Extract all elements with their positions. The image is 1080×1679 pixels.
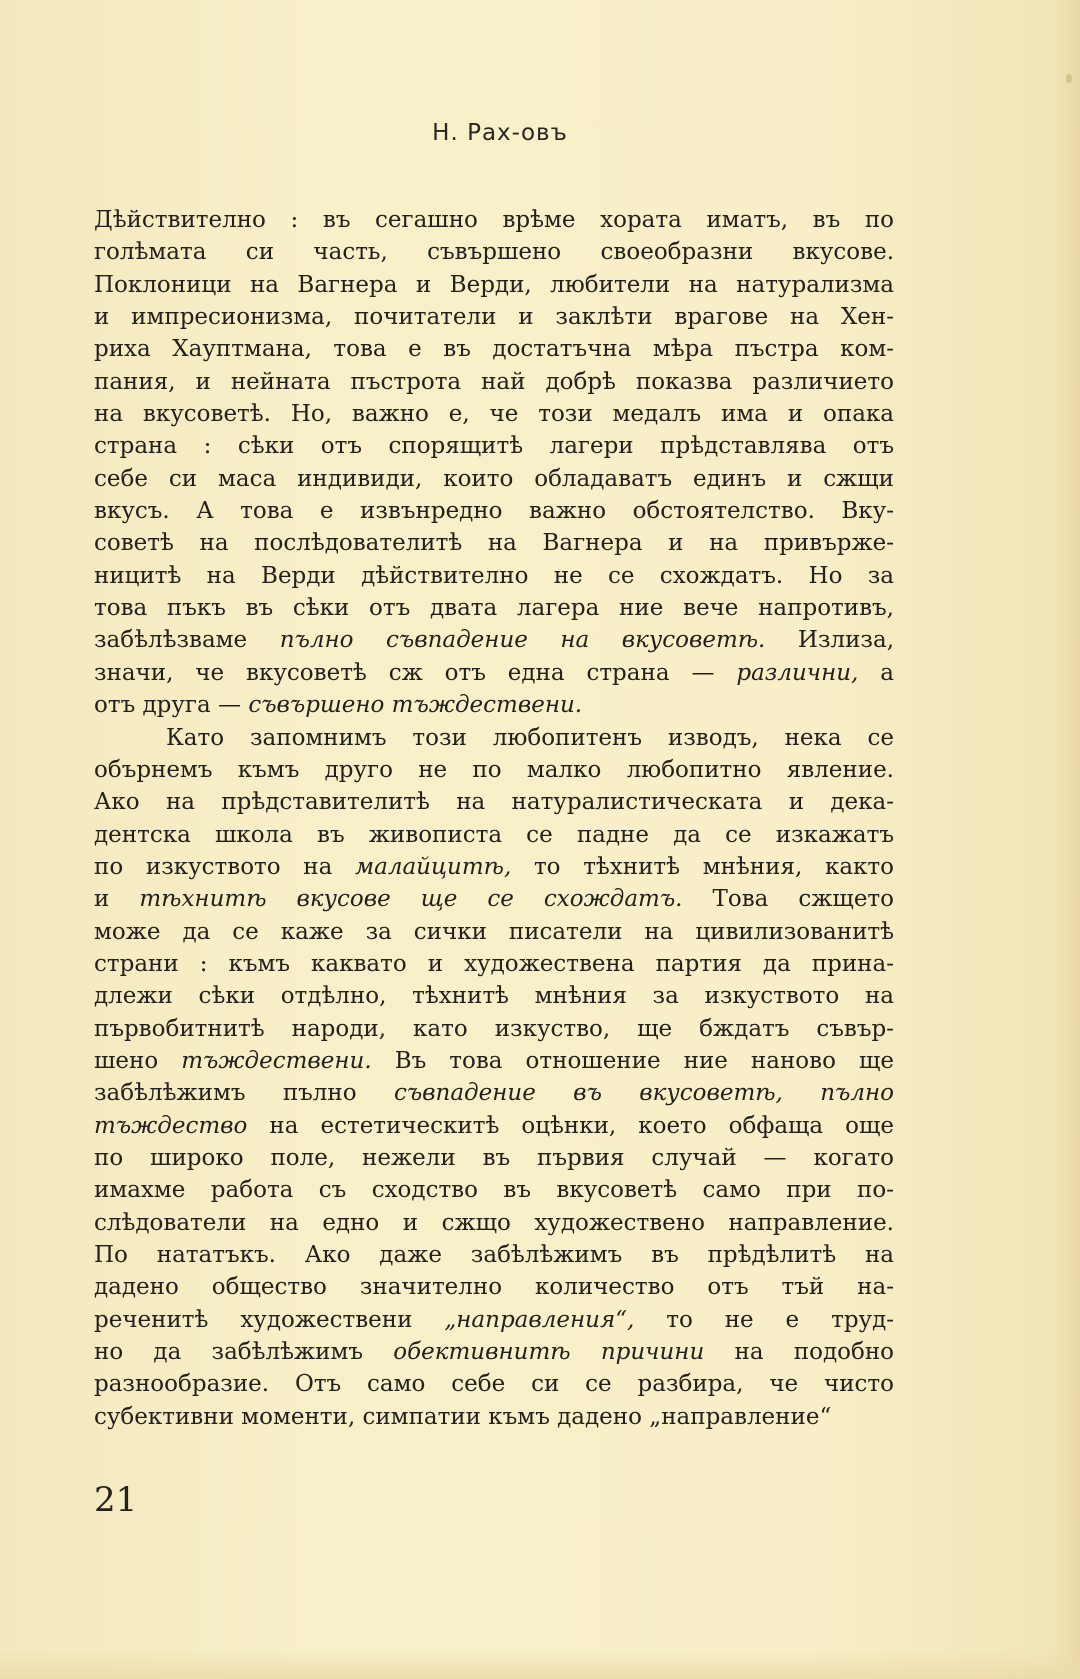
text-segment: забѣлѣзваме [94, 627, 280, 654]
text-segment: имахме работа съ сходство въ вкусоветѣ само при по- [94, 1177, 894, 1204]
italic-text: тъждествени. [181, 1047, 372, 1074]
body-text [94, 204, 894, 1433]
text-line [94, 398, 894, 430]
text-segment: Излиза, [765, 627, 894, 654]
text-line [94, 1013, 894, 1045]
page-bottom-shadow [0, 1649, 1080, 1679]
text-segment: първобитнитѣ народи, като изкуство, ще бждатъ съвър- [94, 1015, 894, 1042]
text-line [94, 430, 894, 462]
text-line [94, 1336, 894, 1368]
text-segment: шено [94, 1047, 182, 1074]
text-segment: Това сжщето [682, 886, 894, 913]
text-line [94, 1368, 894, 1400]
text-line [94, 366, 894, 398]
text-line [94, 1207, 894, 1239]
text-segment: отъ друга — [94, 692, 249, 719]
italic-text: съвпадение въ вкусоветѣ, пълно [393, 1080, 894, 1107]
text-segment: по изкуството на [94, 853, 356, 880]
text-line [94, 980, 894, 1012]
text-segment: на вкусоветѣ. Но, важно е, че този медалъ има и опака [94, 401, 894, 428]
text-line [94, 301, 894, 333]
text-segment: Въ това отношение ние наново ще [371, 1047, 894, 1074]
paragraph-2 [94, 722, 894, 1434]
text-segment: обърнемъ къмъ друго не по малко любопитно явление. [94, 756, 894, 783]
text-segment: значи, че вкусоветѣ сж отъ една страна — [94, 659, 737, 686]
text-segment: дентска школа въ живописта се падне да се изкажатъ [94, 821, 894, 848]
text-line [94, 916, 894, 948]
text-line [94, 1239, 894, 1271]
text-line [94, 236, 894, 268]
text-line [94, 269, 894, 301]
text-segment: забѣлѣжимъ пълно [94, 1080, 394, 1107]
text-line [94, 1142, 894, 1174]
text-segment: страна : сѣки отъ спорящитѣ лагери прѣдставлява отъ [94, 433, 894, 460]
text-line [94, 560, 894, 592]
text-segment: и [94, 886, 140, 913]
italic-text: тъждество [94, 1112, 248, 1139]
text-segment: но да забѣлѣжимъ [94, 1339, 394, 1366]
text-segment: страни : къмъ каквато и художествена партия да прина- [94, 950, 894, 977]
italic-text: обективнитѣ причини [393, 1339, 705, 1366]
text-line [94, 1045, 894, 1077]
italic-text: „направления“, [444, 1306, 635, 1333]
text-line [94, 819, 894, 851]
italic-text: съвършено тъждествени. [248, 692, 583, 719]
text-line [94, 1304, 894, 1336]
text-line [94, 883, 894, 915]
text-segment: вкусъ. А това е извънредно важно обстоятелство. Вку- [94, 498, 894, 525]
text-line [94, 204, 894, 236]
paper-blemish [1066, 74, 1072, 83]
text-line [94, 657, 894, 689]
text-line [94, 333, 894, 365]
page-edge-shadow [1052, 0, 1080, 1679]
text-segment: По нататъкъ. Ако даже забѣлѣжимъ въ прѣдѣлитѣ на [94, 1242, 894, 1268]
text-segment: на естетическитѣ оцѣнки, което обфаща още [247, 1112, 894, 1139]
italic-text: пълно съвпадение на вкусоветѣ. [279, 627, 766, 654]
text-segment: советѣ на послѣдователитѣ на Вагнера и на привърже- [94, 530, 894, 557]
text-line [94, 1271, 894, 1303]
text-segment: може да се каже за сички писатели на цивилизованитѣ [94, 918, 894, 945]
text-line [94, 1077, 894, 1109]
text-segment: реченитѣ художествени [94, 1306, 445, 1333]
italic-text: тѣхнитѣ вкусове ще се схождатъ. [139, 886, 683, 913]
text-line [94, 624, 894, 656]
page-number: 21 [94, 1480, 138, 1520]
text-line [94, 786, 894, 818]
text-segment: длежи сѣки отдѣлно, тѣхнитѣ мнѣния за изкуството на [94, 983, 894, 1010]
italic-text: малайцитѣ, [355, 853, 512, 880]
text-line [94, 851, 894, 883]
text-segment: голѣмата си часть, съвършено своеобразни вкусове. [94, 239, 894, 266]
text-segment: и импресионизма, почитатели и заклѣти врагове на Хен- [94, 304, 894, 331]
running-header: Н. Рах-овъ [432, 120, 568, 146]
text-segment: слѣдователи на едно и сжщо художествено направление. [94, 1209, 894, 1236]
text-segment: пания, и нейната пъстрота най добрѣ показва различието [94, 368, 894, 395]
text-segment: това пъкъ въ сѣки отъ двата лагера ние вече напротивъ, [94, 595, 894, 622]
text-segment: ницитѣ на Верди дѣйствително не се схождатъ. Но за [94, 562, 894, 589]
paragraph-1 [94, 204, 894, 722]
text-line [94, 754, 894, 786]
text-line [94, 722, 894, 754]
text-line [94, 1110, 894, 1142]
text-segment: по широко поле, нежели въ първия случай — когато [94, 1144, 894, 1171]
italic-text: различни, [736, 659, 859, 686]
text-segment: субективни моменти, симпатии къмъ дадено „направление“ [94, 1403, 832, 1430]
text-segment: Ако на прѣдставителитѣ на натуралистическата и дека- [94, 789, 894, 816]
text-line [94, 1401, 894, 1433]
text-segment: а [858, 659, 894, 686]
text-segment: себе си маса индивиди, които обладаватъ единъ и сжщи [94, 465, 894, 492]
text-segment: разнообразие. Отъ само себе си се разбира, че чисто [94, 1371, 894, 1398]
text-segment: на подобно [704, 1339, 894, 1366]
text-segment: то тѣхнитѣ мнѣния, както [511, 853, 894, 880]
text-segment: Като запомнимъ този любопитенъ изводъ, нека се [166, 724, 894, 751]
text-line [94, 592, 894, 624]
text-line [94, 1174, 894, 1206]
text-segment: Поклоници на Вагнера и Верди, любители на натурализма [94, 271, 894, 298]
text-line [94, 463, 894, 495]
text-segment: риха Хауптмана, това е въ достатъчна мѣра пъстра ком- [94, 336, 894, 363]
text-line [94, 689, 894, 721]
text-line [94, 948, 894, 980]
text-line [94, 495, 894, 527]
text-line [94, 527, 894, 559]
text-segment: Дѣйствително : въ сегашно врѣме хората иматъ, въ по [94, 207, 894, 233]
text-segment: дадено общество значително количество отъ тъй на- [94, 1274, 894, 1301]
text-segment: то не е труд- [634, 1306, 894, 1333]
